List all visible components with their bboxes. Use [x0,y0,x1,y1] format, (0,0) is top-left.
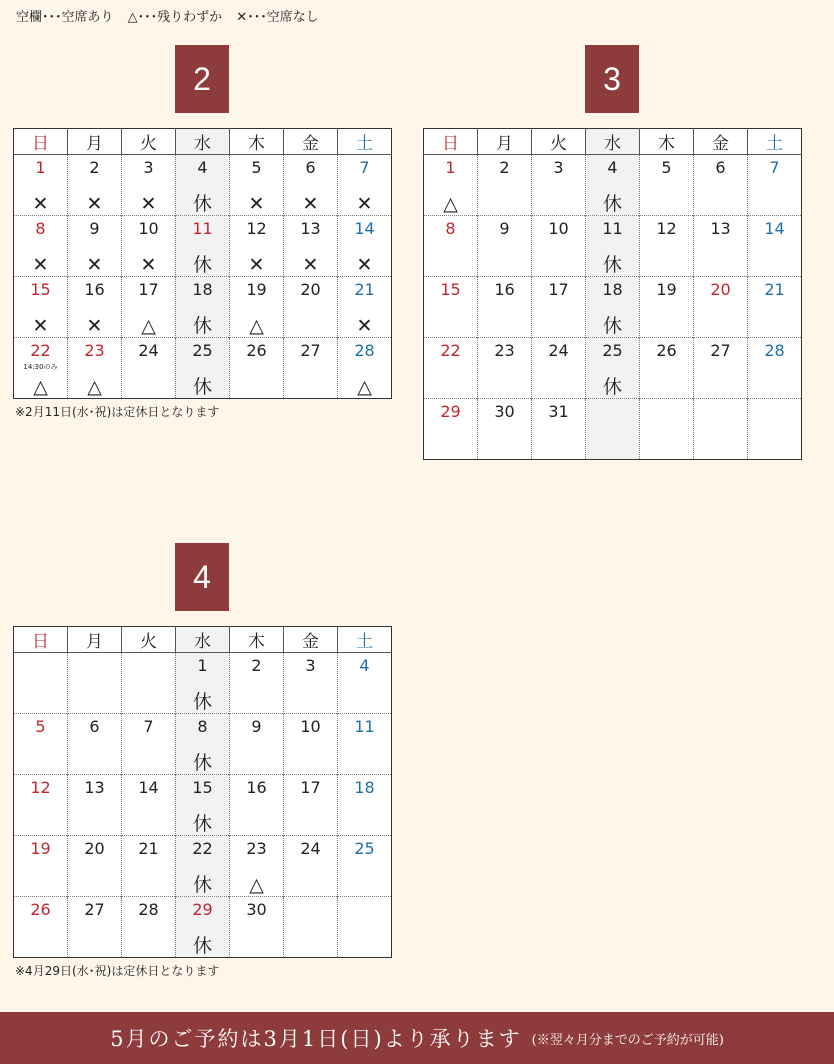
day-cell [122,653,176,714]
weekday-label: 金 [284,627,338,653]
day-cell [14,775,68,836]
day-cell [68,155,122,216]
day-number: 12 [30,778,51,797]
availability-mark: △ [443,193,458,215]
calendar-april [13,626,392,958]
day-number: 21 [764,280,785,299]
day-number: 5 [661,158,672,177]
day-cell [14,653,68,714]
day-number: 3 [305,656,316,675]
weekday-label: 土 [338,129,392,155]
day-number: 5 [251,158,262,177]
day-cell [338,277,392,338]
weekday-label: 月 [68,627,122,653]
availability-mark: 休 [602,376,622,398]
day-number: 18 [354,778,375,797]
day-number: 24 [138,341,159,360]
day-number: 14 [354,219,375,238]
weekday-label: 水 [176,627,230,653]
availability-mark: ✕ [86,315,103,337]
day-cell [284,216,338,277]
availability-mark: △ [357,376,372,398]
week-row [14,155,392,216]
day-number: 15 [440,280,461,299]
month-badge-apr: 4 [175,543,229,611]
day-cell [176,277,230,338]
weekday-label: 月 [478,129,532,155]
day-cell [338,155,392,216]
availability-mark: ✕ [248,193,265,215]
day-cell [284,836,338,897]
day-number: 22 [440,341,461,360]
day-cell [230,338,284,399]
calendar-march [423,128,802,460]
week-row [14,216,392,277]
day-number: 7 [769,158,780,177]
availability-mark: 休 [602,254,622,276]
banner-main-text: 5月のご予約は3月1日(日)より承ります [110,1027,522,1051]
day-cell [122,775,176,836]
day-cell [640,216,694,277]
week-row [14,897,392,958]
availability-mark: △ [33,376,48,398]
day-cell [230,836,284,897]
day-cell [284,277,338,338]
availability-mark: 休 [192,193,212,215]
day-cell [68,714,122,775]
day-number: 11 [602,219,623,238]
day-number: 27 [710,341,731,360]
day-number: 16 [84,280,105,299]
day-note: 14:30のみ [23,363,58,371]
day-number: 15 [30,280,51,299]
day-number: 27 [300,341,321,360]
day-cell [176,775,230,836]
day-cell [694,338,748,399]
day-cell [122,155,176,216]
legend [16,6,329,25]
day-number: 22 [30,341,51,360]
day-cell [338,653,392,714]
day-number: 18 [192,280,213,299]
day-cell [338,897,392,958]
day-cell [424,216,478,277]
day-cell [694,155,748,216]
day-number: 24 [548,341,569,360]
weekday-label: 月 [68,129,122,155]
day-cell [586,338,640,399]
day-number: 18 [602,280,623,299]
week-row [14,836,392,897]
day-number: 23 [494,341,515,360]
day-cell [230,714,284,775]
day-cell [748,277,802,338]
weekday-label: 火 [532,129,586,155]
availability-mark: ✕ [32,254,49,276]
availability-mark: ✕ [140,254,157,276]
day-cell [694,277,748,338]
day-cell [122,338,176,399]
day-number: 3 [143,158,154,177]
weekday-label: 土 [748,129,802,155]
day-cell [748,155,802,216]
weekday-label: 火 [122,129,176,155]
week-row [424,216,802,277]
availability-mark: 休 [192,935,212,957]
calendar-february [13,128,392,399]
day-number: 24 [300,839,321,858]
week-row [14,714,392,775]
week-row [14,775,392,836]
day-cell [586,399,640,460]
availability-mark: ✕ [86,193,103,215]
day-number: 28 [354,341,375,360]
day-cell [478,399,532,460]
day-cell [122,216,176,277]
day-cell [122,897,176,958]
day-number: 25 [192,341,213,360]
day-cell [748,338,802,399]
day-cell [176,897,230,958]
day-cell [230,277,284,338]
availability-mark: 休 [602,193,622,215]
day-number: 20 [84,839,105,858]
day-cell [478,216,532,277]
day-number: 13 [710,219,731,238]
weekday-label: 水 [586,129,640,155]
reservation-banner [0,1012,834,1064]
day-number: 8 [445,219,456,238]
day-number: 14 [138,778,159,797]
day-number: 27 [84,900,105,919]
day-number: 28 [138,900,159,919]
day-number: 17 [300,778,321,797]
availability-mark: ✕ [356,315,373,337]
day-number: 15 [192,778,213,797]
day-number: 10 [548,219,569,238]
day-cell [14,836,68,897]
day-cell [176,836,230,897]
day-cell [532,399,586,460]
day-cell [748,216,802,277]
day-cell [586,155,640,216]
availability-mark: 休 [192,376,212,398]
availability-mark: 休 [192,254,212,276]
day-number: 2 [89,158,100,177]
day-number: 12 [656,219,677,238]
day-cell [284,653,338,714]
day-number: 26 [30,900,51,919]
day-number: 2 [499,158,510,177]
day-cell [68,775,122,836]
day-number: 6 [715,158,726,177]
availability-mark: ✕ [356,254,373,276]
day-cell [640,155,694,216]
day-cell [532,216,586,277]
day-number: 21 [138,839,159,858]
availability-mark: ✕ [140,193,157,215]
availability-mark: 休 [602,315,622,337]
day-cell [122,714,176,775]
week-row [424,155,802,216]
day-cell [230,155,284,216]
week-row [14,653,392,714]
day-cell [478,155,532,216]
month-badge-mar: 3 [585,45,639,113]
day-cell [122,277,176,338]
day-number: 20 [300,280,321,299]
day-number: 29 [440,402,461,421]
day-cell [284,714,338,775]
availability-mark: 休 [192,691,212,713]
day-cell [122,836,176,897]
day-cell [176,216,230,277]
day-cell [284,338,338,399]
weekday-label: 日 [14,129,68,155]
availability-mark: △ [249,874,264,896]
day-cell [68,836,122,897]
day-cell [230,216,284,277]
day-number: 13 [300,219,321,238]
day-number: 11 [354,717,375,736]
day-number: 12 [246,219,267,238]
availability-mark: ✕ [302,193,319,215]
day-number: 4 [197,158,208,177]
day-cell [176,714,230,775]
day-number: 29 [192,900,213,919]
day-cell [230,897,284,958]
day-cell [68,653,122,714]
day-cell [14,714,68,775]
day-number: 17 [548,280,569,299]
availability-mark: ✕ [356,193,373,215]
day-number: 16 [494,280,515,299]
day-number: 26 [656,341,677,360]
day-number: 8 [197,717,208,736]
day-cell [478,277,532,338]
day-number: 11 [192,219,213,238]
day-cell [748,399,802,460]
availability-mark: ✕ [32,315,49,337]
day-number: 9 [89,219,100,238]
day-cell [14,897,68,958]
day-number: 26 [246,341,267,360]
footnote-april: ※4月29日(水･祝)は定休日となります [15,964,220,978]
weekday-label: 金 [284,129,338,155]
banner-note-text: (※翌々月分までのご予約が可能) [531,1032,724,1048]
availability-mark: ✕ [86,254,103,276]
weekday-label: 日 [14,627,68,653]
month-badge-feb: 2 [175,45,229,113]
weekday-header [14,129,392,155]
day-number: 22 [192,839,213,858]
weekday-header [14,627,392,653]
legend-few-left: △･･･残りわずか [127,10,223,25]
day-number: 25 [602,341,623,360]
day-cell [338,216,392,277]
footnote-february: ※2月11日(水･祝)は定休日となります [15,405,220,419]
weekday-label: 木 [230,627,284,653]
day-number: 9 [499,219,510,238]
day-cell [640,399,694,460]
week-row [424,399,802,460]
day-number: 25 [354,839,375,858]
day-cell [14,216,68,277]
day-number: 5 [35,717,46,736]
day-cell [532,338,586,399]
day-cell [424,277,478,338]
week-row [14,338,392,399]
day-number: 17 [138,280,159,299]
day-number: 31 [548,402,569,421]
day-number: 30 [246,900,267,919]
day-cell [68,277,122,338]
weekday-header [424,129,802,155]
availability-mark: △ [141,315,156,337]
availability-mark: ✕ [248,254,265,276]
day-cell [640,277,694,338]
day-number: 6 [89,717,100,736]
availability-mark: ✕ [32,193,49,215]
day-cell [14,155,68,216]
weekday-label: 木 [230,129,284,155]
day-cell [424,338,478,399]
day-cell [68,338,122,399]
day-number: 8 [35,219,46,238]
day-number: 7 [143,717,154,736]
day-cell [68,897,122,958]
day-number: 1 [35,158,46,177]
day-cell [230,653,284,714]
week-row [424,338,802,399]
day-cell [284,775,338,836]
weekday-label: 金 [694,129,748,155]
day-cell [176,155,230,216]
availability-mark: 休 [192,874,212,896]
weekday-label: 木 [640,129,694,155]
day-cell [338,775,392,836]
day-cell [586,216,640,277]
day-number: 4 [359,656,370,675]
day-number: 7 [359,158,370,177]
weekday-label: 火 [122,627,176,653]
availability-mark: 休 [192,315,212,337]
day-number: 19 [246,280,267,299]
day-number: 4 [607,158,618,177]
week-row [424,277,802,338]
day-cell [284,155,338,216]
day-number: 19 [30,839,51,858]
day-number: 2 [251,656,262,675]
day-number: 3 [553,158,564,177]
day-cell [694,399,748,460]
day-number: 9 [251,717,262,736]
day-cell [424,399,478,460]
day-number: 1 [445,158,456,177]
day-cell [640,338,694,399]
availability-mark: ✕ [302,254,319,276]
day-cell [230,775,284,836]
day-number: 28 [764,341,785,360]
weekday-label: 日 [424,129,478,155]
week-row [14,277,392,338]
day-number: 23 [246,839,267,858]
day-cell [176,338,230,399]
day-number: 1 [197,656,208,675]
day-cell [694,216,748,277]
day-cell [478,338,532,399]
day-number: 16 [246,778,267,797]
day-cell [68,216,122,277]
day-number: 30 [494,402,515,421]
weekday-label: 土 [338,627,392,653]
day-cell [284,897,338,958]
day-number: 23 [84,341,105,360]
day-cell [338,338,392,399]
day-cell [532,277,586,338]
day-cell [176,653,230,714]
availability-mark: 休 [192,752,212,774]
day-number: 21 [354,280,375,299]
day-cell [586,277,640,338]
day-cell [532,155,586,216]
availability-mark: 休 [192,813,212,835]
day-number: 10 [300,717,321,736]
day-cell [14,338,68,399]
day-number: 13 [84,778,105,797]
day-cell [424,155,478,216]
legend-vacant: 空欄･･･空席あり [16,10,114,25]
day-cell [338,836,392,897]
day-cell [14,277,68,338]
availability-mark: △ [249,315,264,337]
day-number: 20 [710,280,731,299]
day-cell [338,714,392,775]
availability-mark: △ [87,376,102,398]
day-number: 10 [138,219,159,238]
day-number: 19 [656,280,677,299]
day-number: 14 [764,219,785,238]
day-number: 6 [305,158,316,177]
legend-full: ✕･･･空席なし [236,10,319,25]
weekday-label: 水 [176,129,230,155]
